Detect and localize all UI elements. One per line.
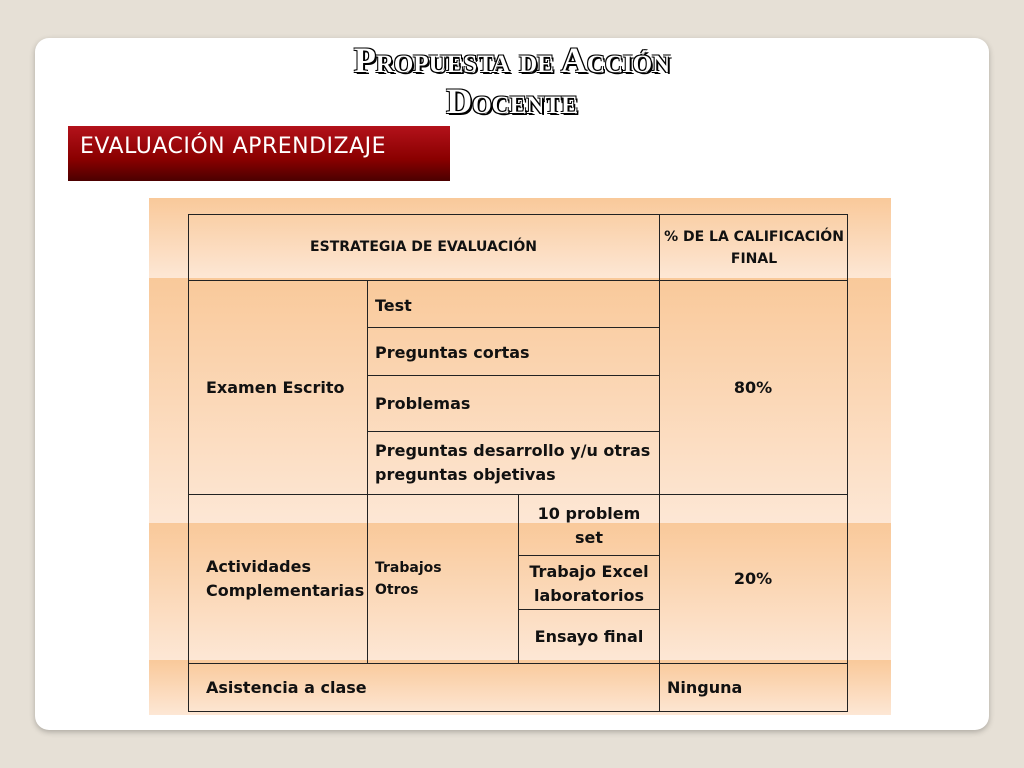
border-right bbox=[847, 214, 848, 712]
percent-column-divider bbox=[659, 214, 660, 712]
activities-type bbox=[375, 557, 515, 601]
activities-item-essay: Ensayo final bbox=[534, 627, 644, 646]
attendance-percent: Ninguna bbox=[667, 678, 743, 697]
title-line-2: Docente bbox=[446, 81, 578, 122]
exam-item-problems: Problemas bbox=[375, 394, 471, 413]
exam-item-test: Test bbox=[375, 296, 412, 315]
activities-type-line-2: Otros bbox=[375, 582, 419, 598]
exam-row-divider-2 bbox=[367, 375, 659, 376]
banner-label: EVALUACIÓN APRENDIZAJE bbox=[80, 134, 387, 159]
activities-section-bottom bbox=[188, 663, 848, 664]
slide-title bbox=[0, 40, 1024, 123]
border-top bbox=[188, 214, 848, 215]
header-percent: % DE LA CALIFICACIÓN FINAL bbox=[664, 229, 844, 267]
title-line-1: Propuesta de Acción bbox=[353, 40, 671, 80]
exam-item-short: Preguntas cortas bbox=[375, 343, 530, 362]
exam-row-divider-3 bbox=[367, 431, 659, 432]
border-left bbox=[188, 214, 189, 712]
exam-label: Examen Escrito bbox=[206, 378, 345, 397]
exam-percent: 80% bbox=[733, 378, 773, 397]
header-strategy: ESTRATEGIA DE EVALUACIÓN bbox=[310, 239, 537, 255]
activities-item-problem-set: 10 problem set bbox=[537, 504, 641, 547]
activities-item-excel: Trabajo Excel laboratorios bbox=[529, 562, 649, 605]
activities-label: Actividades Complementarias bbox=[206, 557, 365, 600]
exam-row-divider-1 bbox=[367, 327, 659, 328]
exam-label-divider bbox=[367, 280, 368, 663]
activities-row-divider-1 bbox=[518, 555, 659, 556]
exam-item-development: Preguntas desarrollo y/u otras preguntas objetivas bbox=[375, 441, 651, 484]
activities-type-line-1: Trabajos bbox=[375, 560, 442, 576]
activities-row-divider-2 bbox=[518, 609, 659, 610]
activities-percent: 20% bbox=[733, 569, 773, 588]
attendance-label: Asistencia a clase bbox=[206, 678, 367, 697]
section-banner bbox=[68, 126, 450, 181]
header-divider bbox=[188, 280, 848, 281]
border-bottom bbox=[188, 711, 848, 712]
evaluation-table bbox=[188, 214, 848, 712]
activities-inner-divider bbox=[518, 494, 519, 663]
